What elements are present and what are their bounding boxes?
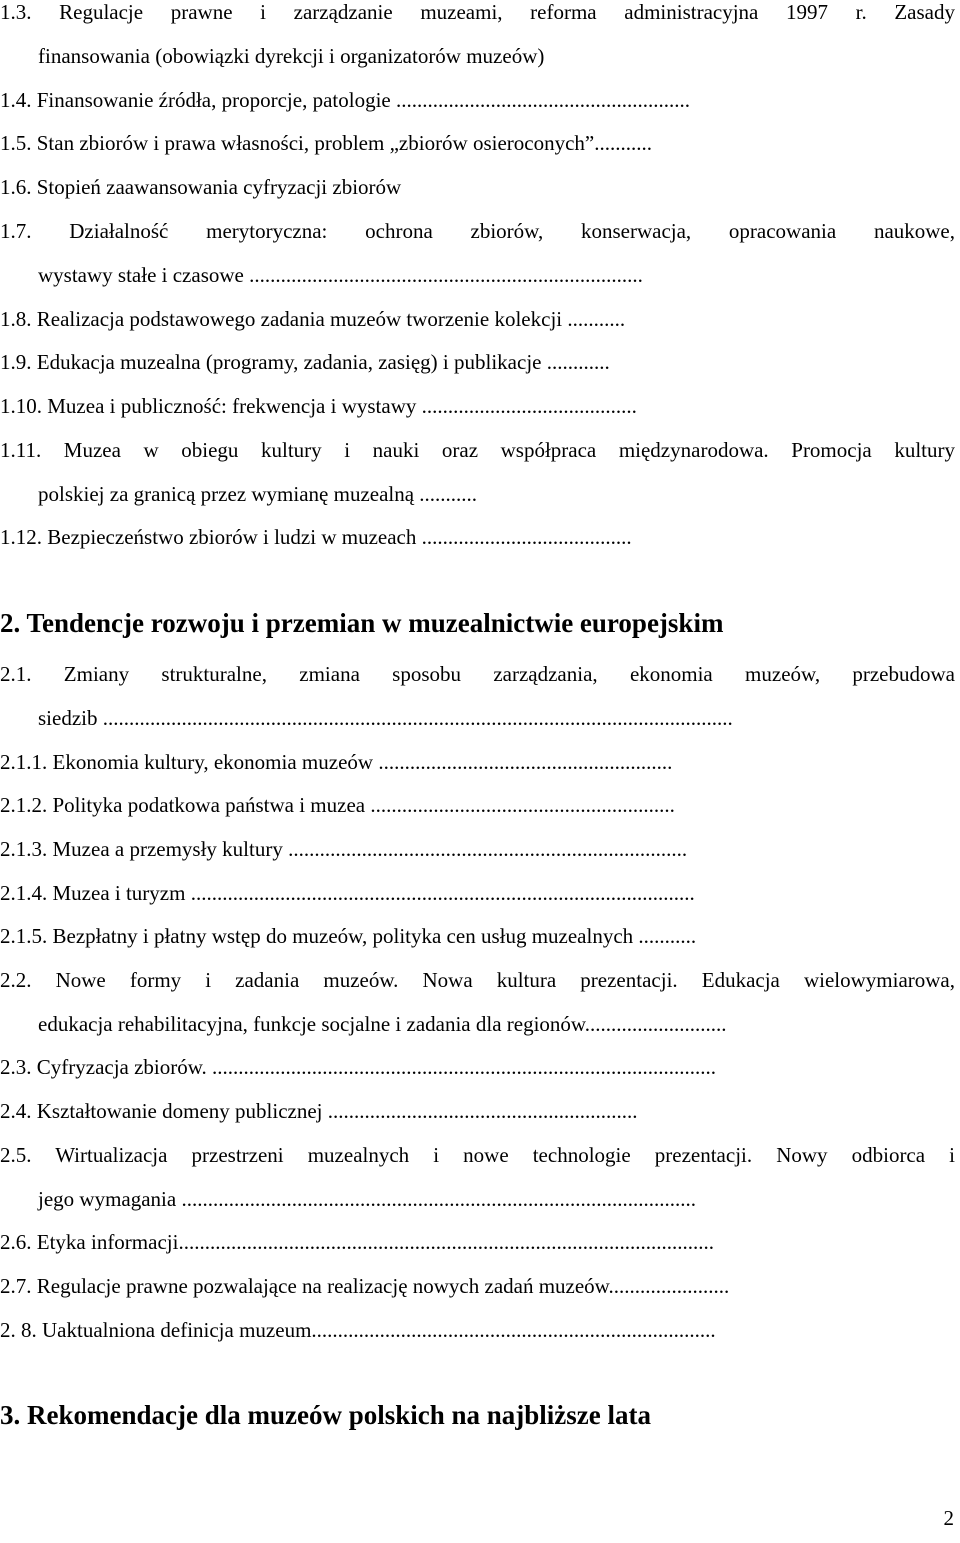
toc-entry-1-7[interactable] (0, 209, 960, 297)
toc-entry-2-1[interactable] (0, 652, 960, 740)
toc-line: 2.1.2. Polityka podatkowa państwa i muzea .......................................................... (0, 793, 675, 817)
toc-line: wystawy stałe i czasowe ........................................................................... (38, 263, 643, 287)
toc-entry-1-9[interactable] (0, 340, 960, 384)
toc-entry-2-7[interactable] (0, 1264, 960, 1308)
toc-line: 2. 8. Uaktualniona definicja muzeum............................................................................. (0, 1318, 716, 1342)
toc-entry-1-5[interactable] (0, 121, 960, 165)
toc-line: 1.3. Regulacje prawne i zarządzanie muzeami, reforma administracyjna 1997 r. Zasady (0, 0, 955, 24)
toc-line: 2.6. Etyka informacji...................................................................................................... (0, 1230, 714, 1254)
toc-entry-2-2[interactable] (0, 958, 960, 1046)
toc-line: 2.3. Cyfryzacja zbiorów. ................................................................................................ (0, 1055, 717, 1079)
toc-entry-1-4[interactable] (0, 78, 960, 122)
section-heading-3: 3. Rekomendacje dla muzeów polskich na najbliższe lata (0, 1400, 651, 1430)
toc-line: 1.5. Stan zbiorów i prawa własności, problem „zbiorów osieroconych”........... (0, 131, 653, 155)
toc-entry-2-1-3[interactable] (0, 827, 960, 871)
toc-line: 1.8. Realizacja podstawowego zadania muzeów tworzenie kolekcji ........... (0, 307, 626, 331)
toc-entry-1-3[interactable] (0, 0, 960, 78)
toc-line: 1.4. Finansowanie źródła, proporcje, patologie ........................................................ (0, 88, 690, 112)
toc-entry-2-1-5[interactable] (0, 914, 960, 958)
toc-line: 1.11. Muzea w obiegu kultury i nauki oraz współpraca międzynarodowa. Promocja kultury (0, 438, 955, 462)
toc-line: 1.7. Działalność merytoryczna: ochrona zbiorów, konserwacja, opracowania naukowe, (0, 219, 955, 243)
toc-entry-1-11[interactable] (0, 428, 960, 516)
toc-entry-2-5[interactable] (0, 1133, 960, 1221)
toc-line: 2.1.3. Muzea a przemysły kultury ............................................................................ (0, 837, 688, 861)
toc-line: 1.12. Bezpieczeństwo zbiorów i ludzi w muzeach ........................................ (0, 525, 632, 549)
toc-line: 2.1.5. Bezpłatny i płatny wstęp do muzeów, polityka cen usług muzealnych ........... (0, 924, 697, 948)
toc-entry-2-3[interactable] (0, 1045, 960, 1089)
toc-entry-1-10[interactable] (0, 384, 960, 428)
toc-entry-2-8[interactable] (0, 1308, 960, 1352)
section-heading-2: 2. Tendencje rozwoju i przemian w muzealnictwie europejskim (0, 608, 724, 638)
toc-line: jego wymagania .................................................................................................. (38, 1187, 696, 1211)
toc-line: 2.1.4. Muzea i turyzm ................................................................................................ (0, 881, 695, 905)
toc-line: 2.1. Zmiany strukturalne, zmiana sposobu zarządzania, ekonomia muzeów, przebudowa (0, 662, 955, 686)
toc-line: 2.7. Regulacje prawne pozwalające na realizację nowych zadań muzeów....................... (0, 1274, 730, 1298)
toc-entry-2-1-1[interactable] (0, 740, 960, 784)
toc-entry-1-12[interactable] (0, 515, 960, 559)
toc-line: finansowania (obowiązki dyrekcji i organizatorów muzeów) (38, 44, 545, 68)
toc-line: siedzib ........................................................................................................................ (38, 706, 733, 730)
toc-line: polskiej za granicą przez wymianę muzealną ........... (38, 482, 478, 506)
toc-entry-2-1-2[interactable] (0, 783, 960, 827)
toc-line: 2.2. Nowe formy i zadania muzeów. Nowa kultura prezentacji. Edukacja wielowymiarowa, (0, 968, 955, 992)
toc-entry-2-1-4[interactable] (0, 871, 960, 915)
toc-entry-1-8[interactable] (0, 297, 960, 341)
toc-line: 2.1.1. Ekonomia kultury, ekonomia muzeów ........................................................ (0, 750, 673, 774)
toc-line: 2.4. Kształtowanie domeny publicznej ........................................................... (0, 1099, 638, 1123)
toc-line: 2.5. Wirtualizacja przestrzeni muzealnych i nowe technologie prezentacji. Nowy odbiorca i (0, 1143, 955, 1167)
toc-entry-2-4[interactable] (0, 1089, 960, 1133)
toc-entry-2-6[interactable] (0, 1220, 960, 1264)
page-number: 2 (943, 1506, 954, 1530)
toc-line: edukacja rehabilitacyjna, funkcje socjalne i zadania dla regionów........................... (38, 1012, 727, 1036)
toc-entry-1-6[interactable] (0, 165, 960, 209)
toc-line: 1.10. Muzea i publiczność: frekwencja i wystawy ......................................... (0, 394, 637, 418)
toc-line: 1.9. Edukacja muzealna (programy, zadania, zasięg) i publikacje ............ (0, 350, 610, 374)
toc-line: 1.6. Stopień zaawansowania cyfryzacji zbiorów (0, 175, 402, 199)
